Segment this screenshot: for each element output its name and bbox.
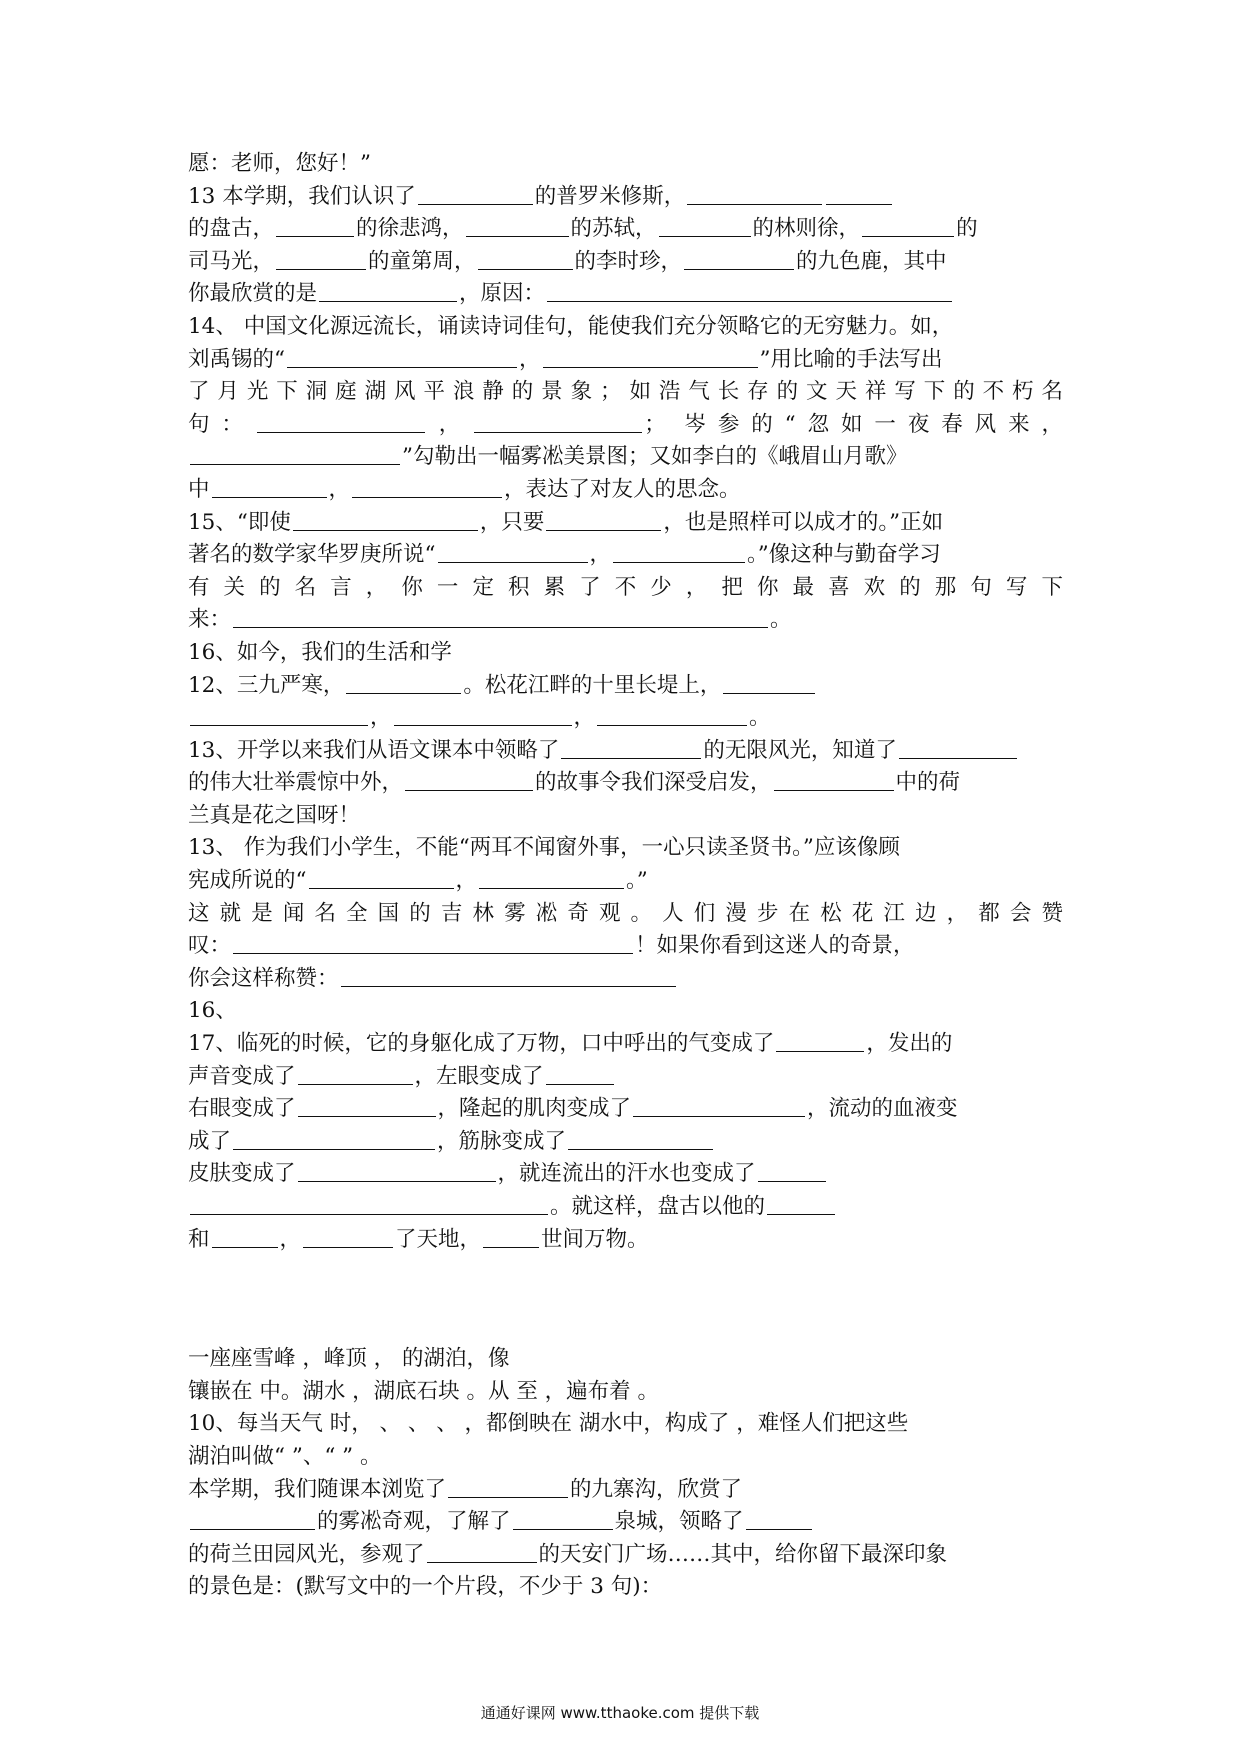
text-segment: 宪成所说的“ xyxy=(188,868,307,894)
answer-blank[interactable] xyxy=(405,768,533,791)
answer-blank[interactable] xyxy=(438,540,588,563)
text-line xyxy=(188,1571,1063,1604)
text-line xyxy=(188,995,1063,1028)
text-segment: ， xyxy=(589,542,612,568)
text-line xyxy=(188,930,1063,963)
text-line xyxy=(188,1343,1063,1376)
text-segment: 有关的名言，你一定积累了不少，把你最喜欢的那句写下 xyxy=(188,574,1063,600)
text-line xyxy=(188,1224,1063,1257)
answer-blank[interactable] xyxy=(394,703,572,726)
text-segment: 的九寨沟，欣赏了 xyxy=(570,1476,743,1502)
answer-blank[interactable] xyxy=(448,1475,568,1498)
text-segment: 13、 作为我们小学生，不能“两耳不闻窗外事，一心只读圣贤书。”应该像顾 xyxy=(188,835,900,861)
text-segment: 16、 xyxy=(188,998,237,1024)
text-segment: 。” xyxy=(626,868,648,894)
text-segment: ，原因： xyxy=(459,281,546,307)
text-line xyxy=(188,1441,1063,1474)
text-segment: ，隆起的肌肉变成了 xyxy=(437,1096,632,1122)
text-line xyxy=(188,344,1063,377)
text-segment: 声音变成了 xyxy=(188,1063,296,1089)
answer-blank[interactable] xyxy=(418,182,533,205)
text-segment: 成了 xyxy=(188,1128,232,1154)
text-segment: ； 岑参的“忽如一夜春风来， xyxy=(644,411,1063,437)
text-segment: 的荷兰田园风光，参观了 xyxy=(188,1541,425,1567)
answer-blank[interactable] xyxy=(826,182,892,205)
answer-blank[interactable] xyxy=(190,1192,548,1215)
text-segment: 你会这样称赞： xyxy=(188,965,339,991)
text-line xyxy=(188,539,1063,572)
text-segment: 16、如今，我们的生活和学 xyxy=(188,639,452,665)
text-segment: ，流动的血液变 xyxy=(807,1096,958,1122)
answer-blank[interactable] xyxy=(298,1094,436,1117)
text-segment: 的天安门广场……其中，给你留下最深印象 xyxy=(538,1541,948,1567)
answer-blank[interactable] xyxy=(687,182,822,205)
text-segment: 著名的数学家华罗庚所说“ xyxy=(188,542,436,568)
text-segment: ， xyxy=(426,411,473,437)
text-line xyxy=(188,441,1063,474)
answer-blank[interactable] xyxy=(774,768,894,791)
text-line xyxy=(188,278,1063,311)
answer-blank[interactable] xyxy=(899,736,1017,759)
text-line xyxy=(188,1061,1063,1094)
answer-blank[interactable] xyxy=(597,703,747,726)
answer-blank[interactable] xyxy=(723,671,815,694)
text-segment: 15、“即使 xyxy=(188,509,291,535)
answer-blank[interactable] xyxy=(298,1062,413,1085)
answer-blank[interactable] xyxy=(546,1062,614,1085)
text-segment: ， xyxy=(370,705,392,731)
text-segment: 叹： xyxy=(188,933,232,959)
answer-blank[interactable] xyxy=(427,1540,537,1563)
text-segment: 本学期，我们随课本浏览了 xyxy=(188,1476,447,1502)
text-line xyxy=(188,1506,1063,1539)
answer-blank[interactable] xyxy=(767,1192,835,1215)
text-line xyxy=(188,604,1063,637)
text-segment: 这就是闻名全国的吉林雾凇奇观。人们漫步在松花江边，都会赞 xyxy=(188,900,1063,926)
text-line xyxy=(188,963,1063,996)
answer-blank[interactable] xyxy=(633,1094,805,1117)
text-line xyxy=(188,507,1063,540)
text-segment: ”勾勒出一幅雾凇美景图；又如李白的《峨眉山月歌》 xyxy=(402,444,908,470)
text-line xyxy=(188,702,1063,735)
text-line xyxy=(188,181,1063,214)
answer-blank[interactable] xyxy=(474,410,642,433)
answer-blank[interactable] xyxy=(513,1507,613,1530)
text-segment: ，发出的 xyxy=(866,1031,953,1057)
text-segment: 的林则徐， xyxy=(752,216,861,242)
text-segment: 和 xyxy=(188,1226,210,1252)
text-segment: ，就连流出的汗水也变成了 xyxy=(497,1161,756,1187)
answer-blank[interactable] xyxy=(309,866,454,889)
answer-blank[interactable] xyxy=(758,1159,826,1182)
text-segment: ， xyxy=(279,1226,302,1252)
answer-blank[interactable] xyxy=(276,214,354,237)
text-segment: 。松花江畔的十里长堤上， xyxy=(463,672,722,698)
text-segment: 的苏轼， xyxy=(570,216,657,242)
answer-blank[interactable] xyxy=(352,475,502,498)
text-segment: 镶嵌在 中。湖水 ，湖底石块 。从 至 ，遍布着 。 xyxy=(188,1378,660,1404)
text-line xyxy=(188,148,1063,181)
text-segment: 的伟大壮举震惊中外， xyxy=(188,770,404,796)
text-segment: 13、开学以来我们从语文课本中领略了 xyxy=(188,737,560,763)
text-segment: 世间万物。 xyxy=(541,1226,649,1252)
text-segment: 了天地， xyxy=(395,1226,482,1252)
answer-blank[interactable] xyxy=(190,1507,315,1530)
page-footer: 通通好课网 www.tthaoke.com 提供下载 xyxy=(480,1704,760,1722)
text-segment: 的徐悲鸿， xyxy=(356,216,464,242)
text-line xyxy=(188,670,1063,703)
text-line xyxy=(188,376,1063,409)
answer-blank[interactable] xyxy=(233,931,633,954)
text-line xyxy=(188,637,1063,670)
text-segment: ，只要 xyxy=(479,509,545,535)
text-segment: ，表达了对友人的思念。 xyxy=(504,476,741,502)
text-segment: 的雾凇奇观，了解了 xyxy=(317,1509,511,1535)
text-line xyxy=(188,213,1063,246)
answer-blank[interactable] xyxy=(212,1225,278,1248)
text-segment: 的盘古， xyxy=(188,216,275,242)
text-segment: 中 xyxy=(188,476,210,502)
text-segment: ， xyxy=(455,868,478,894)
text-line xyxy=(188,409,1063,442)
text-segment: 14、 中国文化源远流长，诵读诗词佳句，能使我们充分领略它的无穷魅力。如， xyxy=(188,313,954,339)
worksheet-body xyxy=(188,148,1063,1604)
text-line xyxy=(188,832,1063,865)
answer-blank[interactable] xyxy=(659,214,751,237)
text-segment: ， xyxy=(519,346,541,372)
text-segment: 你最欣赏的是 xyxy=(188,281,318,307)
text-line xyxy=(188,474,1063,507)
text-segment: ！如果你看到这迷人的奇景， xyxy=(635,933,915,959)
answer-blank[interactable] xyxy=(257,410,425,433)
text-line xyxy=(188,1126,1063,1159)
answer-blank[interactable] xyxy=(479,866,624,889)
section-gap xyxy=(188,1256,1063,1343)
text-segment: ，也是照样可以成才的。”正如 xyxy=(663,509,944,535)
answer-blank[interactable] xyxy=(547,279,952,302)
answer-blank[interactable] xyxy=(546,508,661,531)
answer-blank[interactable] xyxy=(466,214,569,237)
text-segment: 刘禹锡的“ xyxy=(188,346,285,372)
text-segment: ， xyxy=(328,476,351,502)
text-segment: 的九色鹿，其中 xyxy=(796,248,947,274)
answer-blank[interactable] xyxy=(233,605,768,628)
answer-blank[interactable] xyxy=(862,214,954,237)
text-line xyxy=(188,1474,1063,1507)
text-segment: ，左眼变成了 xyxy=(414,1063,544,1089)
text-segment: 来： xyxy=(188,607,232,633)
text-segment: 愿：老师，您好！” xyxy=(188,151,371,176)
text-segment: 一座座雪峰 ，峰顶 ， 的湖泊，像 xyxy=(188,1346,510,1372)
answer-blank[interactable] xyxy=(293,508,478,531)
answer-blank[interactable] xyxy=(212,475,327,498)
text-segment: 句： xyxy=(188,411,255,437)
text-line xyxy=(188,1376,1063,1409)
text-line xyxy=(188,865,1063,898)
text-segment: 10、每当天气 时， 、 、 、 ，都倒映在 湖水中，构成了 ，难怪人们把这些 xyxy=(188,1411,909,1437)
answer-blank[interactable] xyxy=(684,247,794,270)
text-line xyxy=(188,735,1063,768)
text-segment: 13 本学期，我们认识了 xyxy=(188,183,416,209)
text-segment: 的故事令我们深受启发， xyxy=(535,770,772,796)
answer-blank[interactable] xyxy=(233,1127,435,1150)
text-segment: ，筋脉变成了 xyxy=(437,1128,567,1154)
text-segment: 的景色是：(默写文中的一个片段，不少于 3 句)： xyxy=(188,1574,663,1600)
answer-blank[interactable] xyxy=(303,1225,393,1248)
text-segment: 12、三九严寒， xyxy=(188,672,345,698)
text-segment: 右眼变成了 xyxy=(188,1096,296,1122)
text-line xyxy=(188,572,1063,605)
text-segment: 的李时珍， xyxy=(574,248,683,274)
answer-blank[interactable] xyxy=(568,1127,713,1150)
text-line xyxy=(188,311,1063,344)
answer-blank[interactable] xyxy=(298,1159,496,1182)
text-segment: 17、临死的时候，它的身躯化成了万物，口中呼出的气变成了 xyxy=(188,1031,775,1057)
text-segment: 的无限风光，知道了 xyxy=(703,737,897,763)
answer-blank[interactable] xyxy=(346,671,461,694)
text-segment: 泉城，领略了 xyxy=(614,1509,744,1535)
answer-blank[interactable] xyxy=(190,442,400,465)
text-segment: ”用比喻的手法写出 xyxy=(759,346,943,372)
text-segment: 兰真是花之国呀！ xyxy=(188,802,361,828)
text-line xyxy=(188,800,1063,833)
answer-blank[interactable] xyxy=(319,279,457,302)
text-segment: 的普罗米修斯， xyxy=(534,183,686,209)
answer-blank[interactable] xyxy=(776,1029,864,1052)
answer-blank[interactable] xyxy=(287,345,517,368)
text-line xyxy=(188,1028,1063,1061)
text-line xyxy=(188,1093,1063,1126)
text-segment: ， xyxy=(573,705,596,731)
text-segment: 。 xyxy=(770,607,792,633)
text-segment: 中的荷 xyxy=(895,770,961,796)
answer-blank[interactable] xyxy=(561,736,701,759)
text-segment: 了月光下洞庭湖风平浪静的景象；如浩气长存的文天祥写下的不朽名 xyxy=(188,379,1063,405)
answer-blank[interactable] xyxy=(613,540,745,563)
text-line xyxy=(188,1191,1063,1224)
answer-blank[interactable] xyxy=(478,247,573,270)
answer-blank[interactable] xyxy=(543,345,758,368)
text-segment: 的 xyxy=(956,216,978,242)
text-segment: 皮肤变成了 xyxy=(188,1161,296,1187)
answer-blank[interactable] xyxy=(276,247,366,270)
answer-blank[interactable] xyxy=(341,964,676,987)
answer-blank[interactable] xyxy=(190,703,368,726)
text-segment: 的童第周， xyxy=(368,248,476,274)
text-segment: 。就这样，盘古以他的 xyxy=(550,1194,766,1219)
text-segment: 司马光， xyxy=(188,248,275,274)
answer-blank[interactable] xyxy=(483,1225,539,1248)
text-line xyxy=(188,1408,1063,1441)
text-line xyxy=(188,1158,1063,1191)
text-segment: 湖泊叫做“ ”、“ ” 。 xyxy=(188,1443,382,1469)
text-line xyxy=(188,246,1063,279)
text-line xyxy=(188,1539,1063,1572)
text-segment: 。”像这种与勤奋学习 xyxy=(747,542,941,568)
answer-blank[interactable] xyxy=(746,1507,812,1530)
text-segment: 。 xyxy=(749,705,771,731)
text-line xyxy=(188,898,1063,931)
text-line xyxy=(188,767,1063,800)
